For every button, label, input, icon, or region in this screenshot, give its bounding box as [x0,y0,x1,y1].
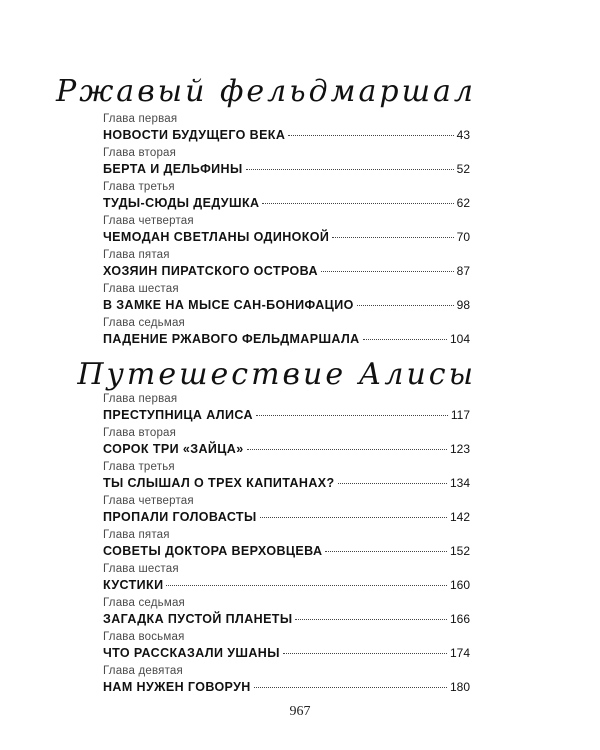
toc-section-1 [103,112,470,350]
dot-leader [260,517,447,518]
dot-leader [338,483,447,484]
toc-line [103,330,470,348]
section-title-alice-journey: Путешествие Алисы [77,357,476,392]
chapter-title: КУСТИКИ [103,578,164,592]
dot-leader [246,169,454,170]
toc-line [103,126,470,144]
chapter-label: Глава седьмая [103,597,185,609]
chapter-title: В ЗАМКЕ НА МЫСЕ САН-БОНИФАЦИО [103,298,354,312]
toc-line [103,228,470,246]
chapter-label: Глава вторая [103,427,177,439]
toc-entry[interactable] [103,562,470,596]
dot-leader [321,271,454,272]
dot-leader [363,339,447,340]
chapter-title: ПРОПАЛИ ГОЛОВАСТЫ [103,510,257,524]
dot-leader [325,551,447,552]
chapter-page-number: 98 [456,298,470,312]
chapter-label: Глава первая [103,393,178,405]
chapter-page-number: 104 [449,332,470,346]
toc-line [103,576,470,594]
toc-entry[interactable] [103,460,470,494]
toc-line [103,296,470,314]
chapter-page-number: 52 [456,162,470,176]
dot-leader [254,687,447,688]
chapter-label: Глава третья [103,181,175,193]
toc-entry[interactable] [103,596,470,630]
chapter-page-number: 117 [450,408,470,422]
chapter-label: Глава девятая [103,665,183,677]
chapter-title: НАМ НУЖЕН ГОВОРУН [103,680,251,694]
toc-entry[interactable] [103,214,470,248]
chapter-title: ПРЕСТУПНИЦА АЛИСА [103,408,253,422]
dot-leader [247,449,447,450]
toc-line [103,160,470,178]
chapter-page-number: 123 [449,442,470,456]
toc-entry[interactable] [103,112,470,146]
toc-line [103,194,470,212]
dot-leader [357,305,454,306]
toc-entry[interactable] [103,316,470,350]
chapter-label: Глава восьмая [103,631,185,643]
chapter-page-number: 62 [456,196,470,210]
chapter-page-number: 174 [449,646,470,660]
chapter-label: Глава шестая [103,563,179,575]
chapter-title: ЧЕМОДАН СВЕТЛАНЫ ОДИНОКОЙ [103,230,330,244]
toc-line [103,262,470,280]
toc-entry[interactable] [103,528,470,562]
dot-leader [283,653,447,654]
chapter-page-number: 152 [449,544,470,558]
toc-line [103,678,470,696]
dot-leader [166,585,447,586]
chapter-title: СОВЕТЫ ДОКТОРА ВЕРХОВЦЕВА [103,544,323,558]
toc-entry[interactable] [103,392,470,426]
chapter-label: Глава третья [103,461,175,473]
chapter-label: Глава седьмая [103,317,185,329]
dot-leader [256,415,448,416]
chapter-title: ПАДЕНИЕ РЖАВОГО ФЕЛЬДМАРШАЛА [103,332,360,346]
toc-entry[interactable] [103,248,470,282]
chapter-page-number: 180 [449,680,470,694]
dot-leader [288,135,453,136]
toc-line [103,610,470,628]
chapter-page-number: 87 [456,264,470,278]
toc-line [103,474,470,492]
dot-leader [295,619,446,620]
dot-leader [332,237,453,238]
chapter-title: СОРОК ТРИ «ЗАЙЦА» [103,442,244,456]
dot-leader [262,203,453,204]
chapter-label: Глава шестая [103,283,179,295]
chapter-title: ТЫ СЛЫШАЛ О ТРЕХ КАПИТАНАХ? [103,476,335,490]
toc-entry[interactable] [103,282,470,316]
chapter-label: Глава пятая [103,529,170,541]
toc-line [103,542,470,560]
page-number: 967 [289,704,311,719]
toc-section-2 [103,392,470,698]
toc-entry[interactable] [103,180,470,214]
chapter-page-number: 142 [449,510,470,524]
chapter-title: БЕРТА И ДЕЛЬФИНЫ [103,162,243,176]
toc-entry[interactable] [103,630,470,664]
section-title-rusty-field-marshal: Ржавый фельдмаршал [56,74,476,109]
chapter-page-number: 70 [456,230,470,244]
toc-line [103,406,470,424]
chapter-title: ТУДЫ-СЮДЫ ДЕДУШКА [103,196,260,210]
toc-line [103,644,470,662]
chapter-label: Глава первая [103,113,178,125]
chapter-page-number: 166 [449,612,470,626]
toc-entry[interactable] [103,664,470,698]
toc-entry[interactable] [103,494,470,528]
chapter-page-number: 160 [449,578,470,592]
chapter-title: НОВОСТИ БУДУЩЕГО ВЕКА [103,128,286,142]
toc-entry[interactable] [103,426,470,460]
chapter-page-number: 134 [449,476,470,490]
chapter-label: Глава четвертая [103,495,194,507]
chapter-title: ЧТО РАССКАЗАЛИ УШАНЫ [103,646,280,660]
chapter-label: Глава четвертая [103,215,194,227]
toc-line [103,440,470,458]
chapter-page-number: 43 [456,128,470,142]
chapter-label: Глава вторая [103,147,177,159]
toc-line [103,508,470,526]
chapter-title: ЗАГАДКА ПУСТОЙ ПЛАНЕТЫ [103,612,293,626]
toc-entry[interactable] [103,146,470,180]
chapter-label: Глава пятая [103,249,170,261]
chapter-title: ХОЗЯИН ПИРАТСКОГО ОСТРОВА [103,264,318,278]
